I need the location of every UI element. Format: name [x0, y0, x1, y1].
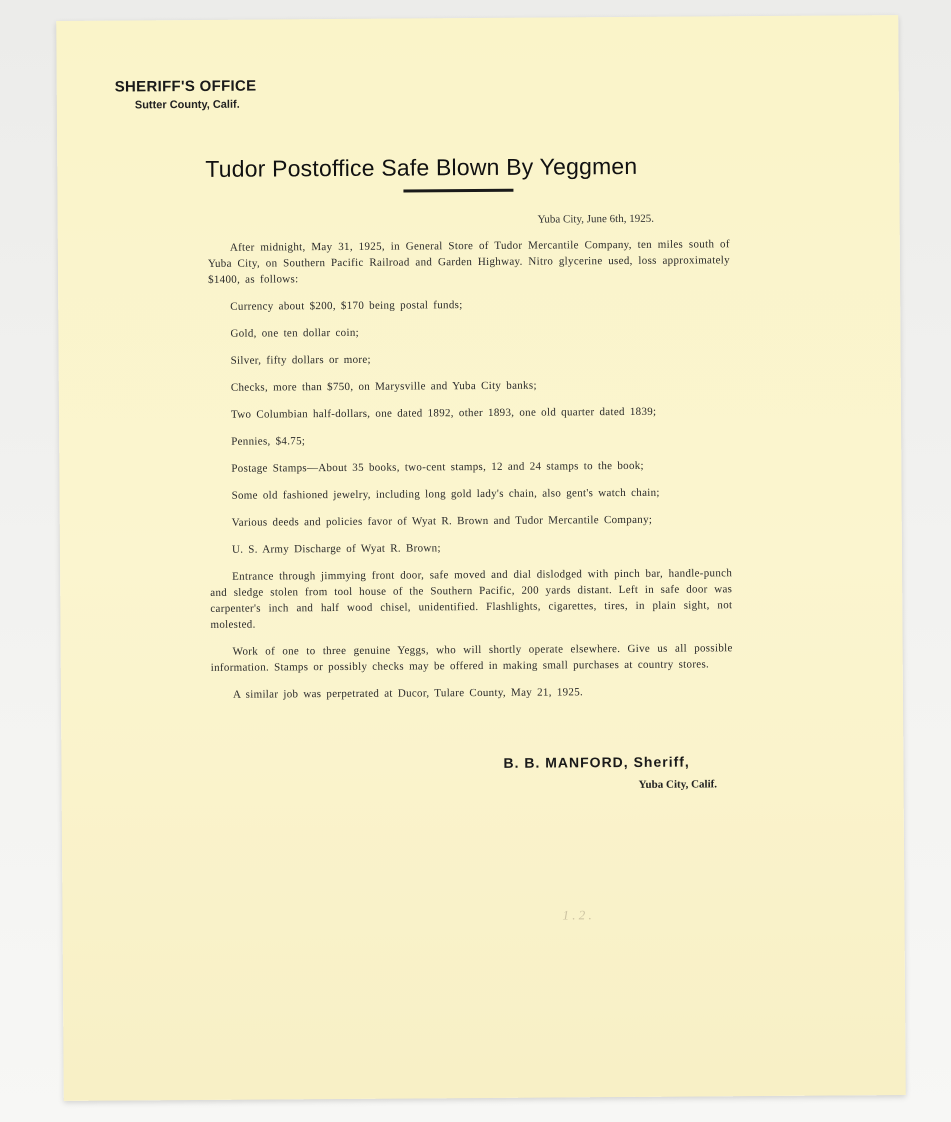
list-item: U. S. Army Discharge of Wyat R. Brown; [231, 542, 441, 556]
list-item: Two Columbian half-dollars, one dated 1892, other 1893, one old quarter dated 1839; [230, 405, 657, 421]
body-text [208, 236, 733, 714]
paragraph-work: Work of one to three genuine Yeggs, who will shortly operate elsewhere. Give us all possible information. Stamps or possibly checks may be offered in making small purchases at country stores. [210, 642, 733, 674]
letterhead-county: Sutter County, Calif. [134, 98, 240, 112]
list-item: Some old fashioned jewelry, including long gold lady's chain, also gent's watch chain; [231, 486, 660, 502]
document-sheet [56, 15, 906, 1101]
signature-city: Yuba City, Calif. [638, 778, 718, 791]
dateline: Yuba City, June 6th, 1925. [537, 212, 654, 226]
list-item: Various deeds and policies favor of Wyat R. Brown and Tudor Mercantile Company; [231, 513, 653, 529]
letterhead-office: SHERIFF'S OFFICE [114, 77, 257, 96]
list-item: Pennies, $4.75; [231, 435, 306, 448]
pencil-mark: 1 . 2 . [562, 907, 592, 923]
list-item: Gold, one ten dollar coin; [230, 326, 359, 340]
signature-name: B. B. MANFORD, Sheriff, [503, 753, 690, 771]
list-item: Checks, more than $750, on Marysville and Yuba City banks; [230, 379, 537, 394]
paragraph-entrance: Entrance through jimmying front door, safe moved and dial dislodged with pinch bar, handle-punch and sledge stolen from tool house of the Southern Pacific, 200 yards distant. Left in safe door was carpenter's inch and half wood chisel, unidentified. Flashlights, cigarettes, tires, in plain sight, not molested. [210, 567, 733, 631]
title-underline [403, 189, 513, 193]
paragraph-intro: After midnight, May 31, 1925, in General Store of Tudor Mercantile Company, ten miles south of Yuba City, on Southern Pacific Railroad and Garden Highway. Nitro glycerine used, loss approximately $1400, as follows: [207, 238, 730, 286]
paragraph-similar: A similar job was perpetrated at Ducor, Tulare County, May 21, 1925. [232, 686, 584, 701]
list-item: Postage Stamps—About 35 books, two-cent stamps, 12 and 24 stamps to the book; [231, 459, 644, 475]
list-item: Currency about $200, $170 being postal funds; [230, 299, 463, 313]
list-item: Silver, fifty dollars or more; [230, 353, 371, 367]
document-title: Tudor Postoffice Safe Blown By Yeggmen [205, 152, 638, 182]
